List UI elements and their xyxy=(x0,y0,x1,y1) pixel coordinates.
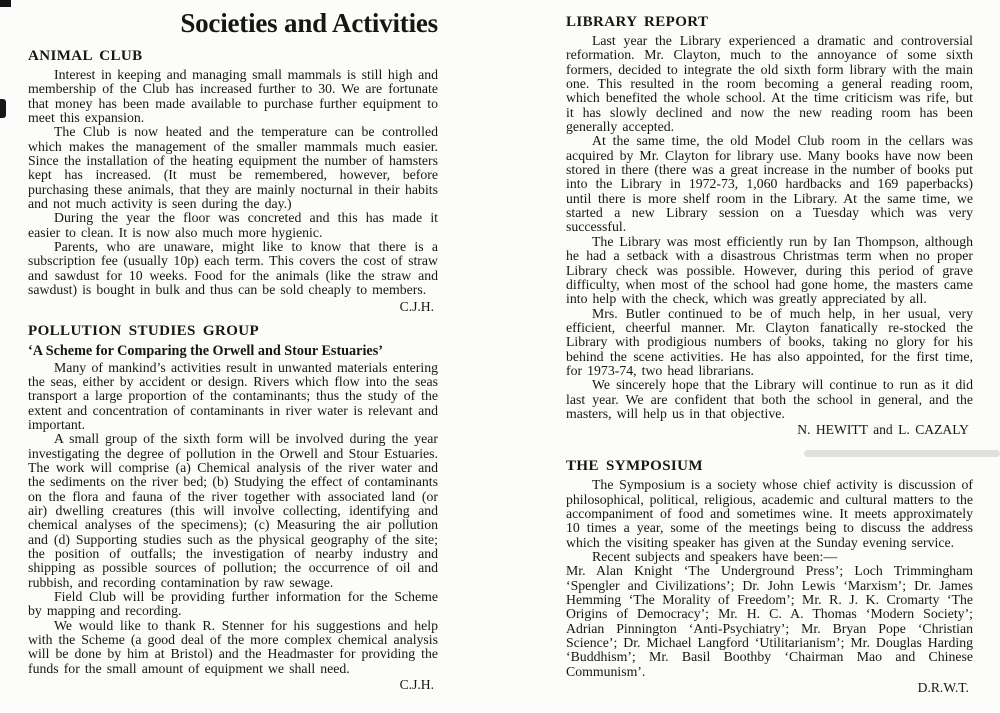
paragraph: Field Club will be providing further information for the Scheme by mapping and recording. xyxy=(28,589,438,619)
paragraph: Many of mankind’s activities result in unwanted materials entering the seas, either by accident or design. Rivers which flow into the seas transport a large proportion of the contaminants; thus the study of the extent and concentration of contaminants in river water is relevant and important. xyxy=(28,359,438,432)
section-heading-animal-club: ANIMAL CLUB xyxy=(28,48,143,64)
section-heading-library-report: LIBRARY REPORT xyxy=(566,14,709,30)
signature: C.J.H. xyxy=(399,298,434,314)
paragraph: Interest in keeping and managing small mammals is still high and membership of the Club has increased further to 30. We are fortunate that money has been made available to purchase further equipment to meet this expansion. xyxy=(28,67,438,126)
paragraph: Last year the Library experienced a dramatic and controversial reformation. Mr. Clayton, much to the annoyance of some sixth formers, decided to integrate the old sixth form library with the main one. This resulted in the room becoming a general reading room, which benefited the whole school. At the time criticism was rife, but it has slowly declined and now the new reading room has been generally accepted. xyxy=(566,33,973,135)
section-subtitle: ‘A Scheme for Comparing the Orwell and Stour Estuaries’ xyxy=(28,342,383,359)
right-column xyxy=(566,0,973,696)
section-the-symposium xyxy=(566,458,973,695)
paragraph: A small group of the sixth form will be involved during the year investigating the degree of pollution in the Orwell and Stour Estuaries. The work will comprise (a) Chemical analysis of the river water and the sediments on the river bed; (b) Studying the effect of contaminants on the flora and fauna of the river together with associated land (or air) dwelling creatures (this will involve collecting, identifying and chemical analyses of the specimens); (c) Measuring the air pollution and (d) Supporting studies such as the physical geography of the site; the position of outfalls; the investigation of nearby industry and shipping as possible sources of pollution; the occurrence of oil and rubbish, and recording contamination by raw sewage. xyxy=(28,431,438,590)
paragraph: Parents, who are unaware, might like to know that there is a subscription fee (usually 10p) each term. This covers the cost of straw and sawdust for 10 weeks. Food for the animals (like the straw and sawdust) is bought in bulk and thus can be sold cheaply to members. xyxy=(28,239,438,298)
paragraph-speaker-list: Mr. Alan Knight ‘The Underground Press’; Loch Trimmingham ‘Spengler and Civilizations’; Dr. John Lewis ‘Marxism’; Dr. James Hemming ‘The Morality of Freedom’; Mr. R. J. K. Cromarty ‘The Origins of Democracy’; Mr. H. C. A. Thomas ‘Modern Society’; Adrian Pinnington ‘Anti-Psychiatry’; Mr. Bryan Pope ‘Christian Science’; Dr. Michael Langford ‘Utilitarianism’; Mr. Douglas Harding ‘Buddhism’; Mr. Basil Boothby ‘Chairman Mao and Chinese Communism’. xyxy=(566,563,973,679)
paragraph: The Club is now heated and the temperature can be controlled which makes the management of the smaller mammals much easier. Since the installation of the heating equipment the number of hamsters kept has increased. (It must be remembered, however, before purchasing these animals, that they are mainly nocturnal in their habits and not much activity is seen during the day.) xyxy=(28,124,438,212)
section-library-report xyxy=(566,14,973,437)
paragraph: At the same time, the old Model Club room in the cellars was acquired by Mr. Clayton for library use. Many books have now been stored in there (there was a great increase in the number of books put into the Library in 1972-73, 1,060 hardbacks and 169 paperbacks) until there is more shelf room in the Library. At the same time, we started a new Library session on a Tuesday which was very successful. xyxy=(566,133,973,235)
scan-artifact xyxy=(0,0,11,7)
left-column xyxy=(28,0,438,693)
paragraph: During the year the floor was concreted and this has made it easier to clean. It is now also much more hygienic. xyxy=(28,210,438,240)
paragraph: We would like to thank R. Stenner for his suggestions and help with the Scheme (a good deal of the more complex chemical analysis will be done by him at Bristol) and the Headmaster for providing the funds for the small amount of equipment we shall need. xyxy=(28,617,438,676)
paragraph: We sincerely hope that the Library will continue to run as it did last year. We are confident that both the school in general, and the masters, will help us in that objective. xyxy=(566,377,973,421)
signature: N. HEWITT and L. CAZALY xyxy=(797,422,969,438)
signature: D.R.W.T. xyxy=(917,680,969,696)
paragraph: The Symposium is a society whose chief activity is discussion of philosophical, political, religious, academic and cultural matters to the accompaniment of food and sometimes wine. It meets approximately 10 times a year, some of the meetings being to discuss the address which the visiting speaker has given at the Sunday evening service. xyxy=(566,477,973,550)
section-heading-the-symposium: THE SYMPOSIUM xyxy=(566,458,703,475)
section-heading-pollution-studies-group: POLLUTION STUDIES GROUP xyxy=(28,322,260,339)
scan-artifact xyxy=(0,99,6,118)
section-pollution-studies-group xyxy=(28,323,438,693)
signature: C.J.H. xyxy=(399,677,434,693)
paragraph: Mrs. Butler continued to be of much help, in her usual, very efficient, cheerful manner. Mr. Clayton fanatically re-stocked the Library with prodigious numbers of books, taking no glory for his behind the scene activities. He has also appointed, for the first time, for 1973-74, two head librarians. xyxy=(566,305,973,378)
paragraph: Recent subjects and speakers have been:— xyxy=(592,549,838,564)
section-animal-club xyxy=(28,48,438,314)
paragraph: The Library was most efficiently run by Ian Thompson, although he had a setback with a disastrous Christmas term when no proper Library check was possible. However, during this period of grave difficulty, when most of the school had gone home, the masters came into help with the check, which was greatly appreciated by all. xyxy=(566,233,973,307)
page-title: Societies and Activities xyxy=(180,8,438,38)
